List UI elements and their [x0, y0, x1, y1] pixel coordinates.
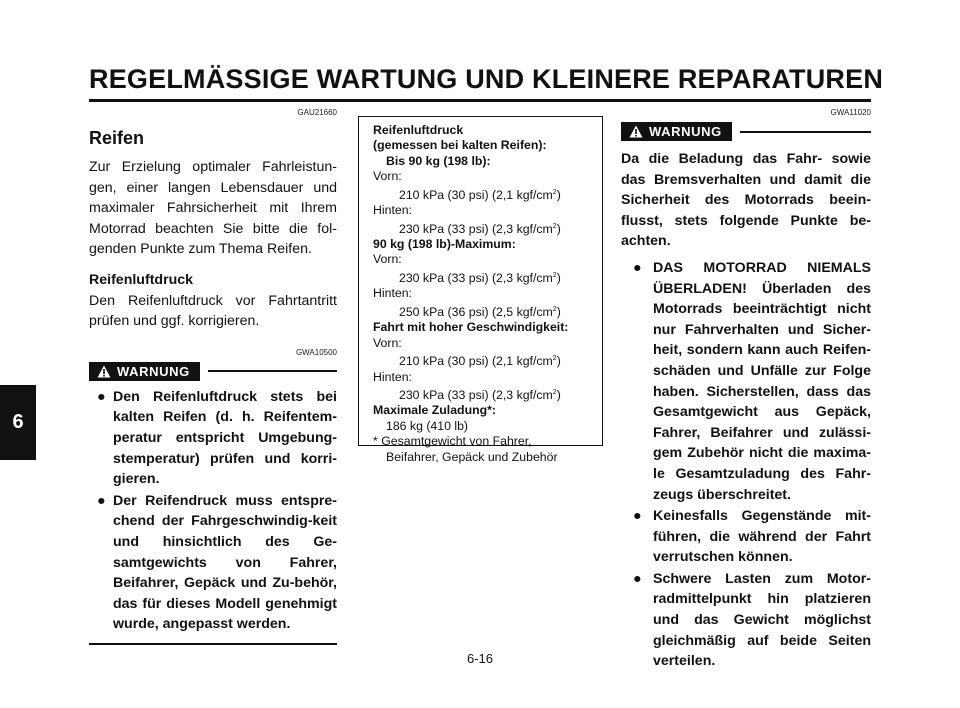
list-item: ● DAS MOTORRAD NIEMALS ÜBERLADEN! Überladen des Motorrads beeinträchtigt nicht nur Fahrverhalten und Sicher-heit, sondern kann auch Reifen-schäden und Unfälle zur Folge haben. Sicherstellen, dass das Gesamtgewicht aus Gepäck, Fahrer, Beifahrer und zulässi-gem Zubehör nicht die maxima-le Gesamtzuladung des Fahr-zeugs überschreitet.: [633, 259, 871, 503]
bullet: ●: [97, 492, 106, 509]
warning-intro: Da die Beladung das Fahr- sowie das Bremsverhalten und damit die Sicherheit des Motorrads beein-flusst, stets folgende Punkte be-achten.: [621, 151, 871, 250]
warning-label: WARNUNG: [117, 363, 190, 379]
page-title: REGELMÄSSIGE WARTUNG UND KLEINERE REPARATUREN: [89, 64, 884, 94]
warning-code: GWA10500: [295, 347, 337, 357]
left-column: [89, 108, 337, 645]
bullet: ●: [633, 570, 642, 587]
section-code: GAU21660: [297, 108, 337, 117]
rear-value: 230 kPa (33 psi) (2,3 kgf/$cm^2$): [399, 388, 561, 403]
intro-text: Zur Erzielung optimaler Fahrleistun-gen, einer langen Lebensdauer und maximaler Fahrsicherheit mit Ihrem Motorrad beachten Sie bitte die fol-genden Punkte zum Thema Reifen.: [89, 159, 337, 258]
rear-label: Hinten:: [373, 203, 412, 218]
front-label: Vorn:: [373, 335, 402, 350]
warning-list: [89, 387, 337, 635]
page-number: 6-16: [466, 651, 494, 666]
footnote: * Gesamtgewicht von Fahrer,: [373, 434, 532, 449]
front-value: 210 kPa (30 psi) (2,1 kgf/$cm^2$): [399, 354, 561, 369]
list-item: ● Den Reifenluftdruck stets bei kalten Reifen (d. h. Reifentem-peratur entspricht Umgebung-stemperatur) prüfen und korri-gieren.: [97, 388, 337, 488]
warning-badge: [89, 362, 200, 381]
warning-header: [89, 362, 337, 381]
warning-triangle-icon: [97, 365, 111, 378]
front-label: Vorn:: [373, 169, 402, 184]
section-heading: Reifen: [89, 128, 145, 148]
box-subtitle: (gemessen bei kalten Reifen):: [373, 138, 547, 153]
bullet: ●: [633, 508, 642, 525]
rear-label: Hinten:: [373, 286, 412, 301]
load-heading: Bis 90 kg (198 lb):: [386, 153, 491, 168]
front-value: 230 kPa (33 psi) (2,3 kgf/$cm^2$): [399, 270, 561, 285]
list-item: ● Schwere Lasten zum Motor-radmittelpunkt hin platzieren und das Gewicht möglichst gleichmäßig auf beide Seiten verteilen.: [633, 570, 871, 670]
warning-end-rule: [89, 643, 337, 645]
bullet: ●: [633, 259, 642, 276]
chapter-tab: 6: [0, 385, 36, 460]
bullet: ●: [97, 388, 106, 405]
tire-pressure-box: [358, 116, 603, 464]
rear-value: 250 kPa (36 psi) (2,5 kgf/$cm^2$): [399, 304, 561, 319]
front-label: Vorn:: [373, 252, 402, 267]
warning-rule: [208, 370, 337, 372]
rear-value: 230 kPa (33 psi) (2,3 kgf/$cm^2$): [399, 221, 561, 236]
max-load-label: Maximale Zuladung*:: [373, 403, 496, 418]
right-column: [621, 108, 871, 673]
warning-rule: [740, 131, 871, 133]
load-heading: 90 kg (198 lb)-Maximum:: [373, 237, 516, 252]
footnote: Beifahrer, Gepäck und Zubehör: [386, 449, 558, 464]
load-heading: Fahrt mit hoher Geschwindigkeit:: [373, 320, 569, 335]
front-value: 210 kPa (30 psi) (2,1 kgf/$cm^2$): [399, 187, 561, 202]
warning-triangle-icon: [629, 125, 643, 138]
warning-list: [621, 258, 871, 672]
warning-label: WARNUNG: [649, 124, 722, 139]
list-item: ● Der Reifendruck muss entspre-chend der Fahrgeschwindig-keit und hinsichtlich des Ge-samtgewichts von Fahrer, Beifahrer, Gepäck und Zu-behör, das für dieses Modell genehmigt wurde, angepasst werden.: [97, 492, 337, 633]
subheading-text: Den Reifenluftdruck vor Fahrtantritt prüfen und ggf. korrigieren.: [89, 292, 337, 330]
list-item: ● Keinesfalls Gegenstände mit-führen, die während der Fahrt verrutschen können.: [633, 508, 871, 566]
warning-badge: [621, 122, 732, 141]
warning-code: GWA11020: [830, 108, 871, 117]
title-rule: [89, 99, 871, 102]
warning-header: [621, 122, 871, 141]
box-title: Reifenluftdruck: [373, 123, 464, 137]
rear-label: Hinten:: [373, 369, 412, 384]
max-load-value: 186 kg (410 lb): [386, 418, 469, 433]
subheading: Reifenluftdruck: [89, 271, 194, 288]
